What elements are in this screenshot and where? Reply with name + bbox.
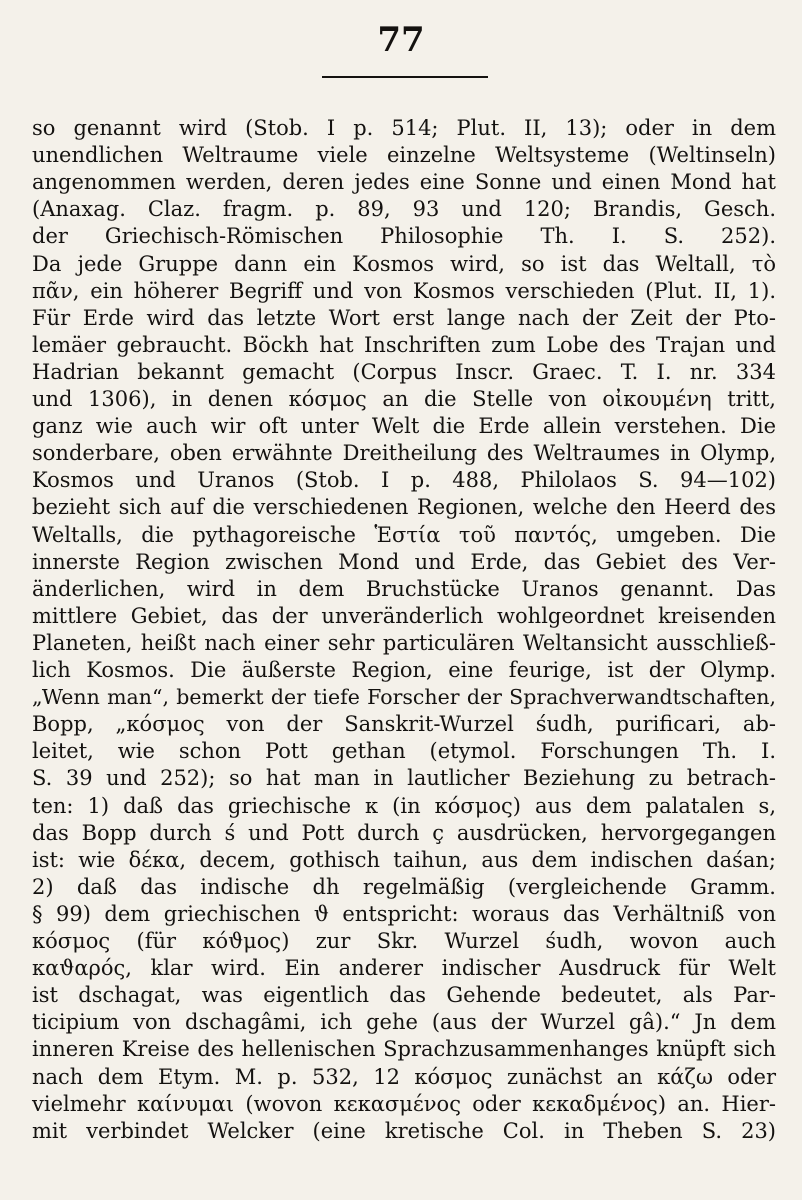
- text-line: inneren Kreise des hellenischen Sprachzusammenhanges knüpft sich: [32, 1037, 776, 1062]
- text-line: Da jede Gruppe dann ein Kosmos wird, so ist das Weltall, τὸ: [32, 251, 776, 276]
- text-line: so genannt wird (Stob. I p. 514; Plut. II, 13); oder in dem: [32, 116, 776, 140]
- text-line: Kosmos und Uranos (Stob. I p. 488, Philolaos S. 94—102): [32, 468, 776, 493]
- text-line: das Bopp durch ś und Pott durch ç ausdrücken, hervorgegangen: [32, 820, 776, 845]
- text-line: mit verbindet Welcker (eine kretische Col. in Theben S. 23): [32, 1118, 776, 1143]
- text-line: S. 39 und 252); so hat man in lautlicher Beziehung zu betrach-: [32, 766, 776, 791]
- text-line: lemäer gebraucht. Böckh hat Inschriften zum Lobe des Trajan und: [32, 332, 776, 357]
- text-line: ticipium von dschagâmi, ich gehe (aus der Wurzel gâ).“ Jn dem: [32, 1010, 776, 1035]
- text-line: πᾶν, ein höherer Begriff und von Kosmos verschieden (Plut. II, 1).: [32, 278, 776, 303]
- text-line: bezieht sich auf die verschiedenen Regionen, welche den Heerd des: [32, 495, 776, 520]
- text-line: Für Erde wird das letzte Wort erst lange nach der Zeit der Pto-: [32, 305, 776, 330]
- page-number: 77: [377, 20, 425, 60]
- text-line: ten: 1) daß das griechische κ (in κόσμος) aus dem palatalen s,: [32, 793, 776, 818]
- text-line: nach dem Etym. M. p. 532, 12 κόσμος zunächst an κάζω oder: [32, 1064, 776, 1089]
- text-line: § 99) dem griechischen ϑ entspricht: woraus das Verhältniß von: [32, 901, 776, 926]
- text-line: der Griechisch-Römischen Philosophie Th. I. S. 252).: [32, 224, 776, 249]
- text-line: angenommen werden, deren jedes eine Sonne und einen Mond hat: [32, 170, 776, 195]
- text-line: ist dschagat, was eigentlich das Gehende bedeutet, als Par-: [32, 983, 776, 1008]
- text-line: κόσμος (für κόϑμος) zur Skr. Wurzel śudh, wovon auch: [32, 929, 776, 953]
- text-line: Planeten, heißt nach einer sehr particulären Weltansicht ausschließ-: [32, 630, 776, 655]
- text-line: Hadrian bekannt gemacht (Corpus Inscr. Graec. T. I. nr. 334: [32, 359, 776, 384]
- text-line: und 1306), in denen κόσμος an die Stelle von οἰκουμένη tritt,: [32, 387, 776, 411]
- text-line: ist: wie δέκα, decem, gothisch taihun, aus dem indischen daśan;: [32, 847, 776, 872]
- text-line: mittlere Gebiet, das der unveränderlich wohlgeordnet kreisenden: [32, 603, 776, 628]
- text-line: „Wenn man“, bemerkt der tiefe Forscher der Sprachverwandtschaften,: [32, 685, 776, 710]
- text-line: lich Kosmos. Die äußerste Region, eine feurige, ist der Olymp.: [32, 658, 776, 682]
- text-line: Weltalls, die pythagoreische Ἑστία τοῦ παντός, umgeben. Die: [32, 522, 776, 547]
- text-line: 2) daß das indische dh regelmäßig (vergleichende Gramm.: [32, 874, 776, 899]
- text-line: (Anaxag. Claz. fragm. p. 89, 93 und 120; Brandis, Gesch.: [32, 197, 776, 222]
- text-line: Bopp, „κόσμος von der Sanskrit-Wurzel śudh, purificari, ab-: [32, 712, 776, 737]
- text-line: innerste Region zwischen Mond und Erde, das Gebiet des Ver-: [32, 549, 776, 574]
- header-rule: [322, 76, 488, 78]
- text-line: sonderbare, oben erwähnte Dreitheilung des Weltraumes in Olymp,: [32, 441, 776, 466]
- text-line: unendlichen Weltraume viele einzelne Weltsysteme (Weltinseln): [32, 143, 776, 168]
- text-line: änderlichen, wird in dem Bruchstücke Uranos genannt. Das: [32, 576, 776, 601]
- text-line: vielmehr καίνυμαι (wovon κεκασμένος oder κεκαδμένος) an. Hier-: [32, 1091, 776, 1116]
- text-line: καϑαρός, klar wird. Ein anderer indischer Ausdruck für Welt: [32, 956, 776, 981]
- text-line: leitet, wie schon Pott gethan (etymol. Forschungen Th. I.: [32, 739, 776, 764]
- text-line: ganz wie auch wir oft unter Welt die Erde allein verstehen. Die: [32, 414, 776, 439]
